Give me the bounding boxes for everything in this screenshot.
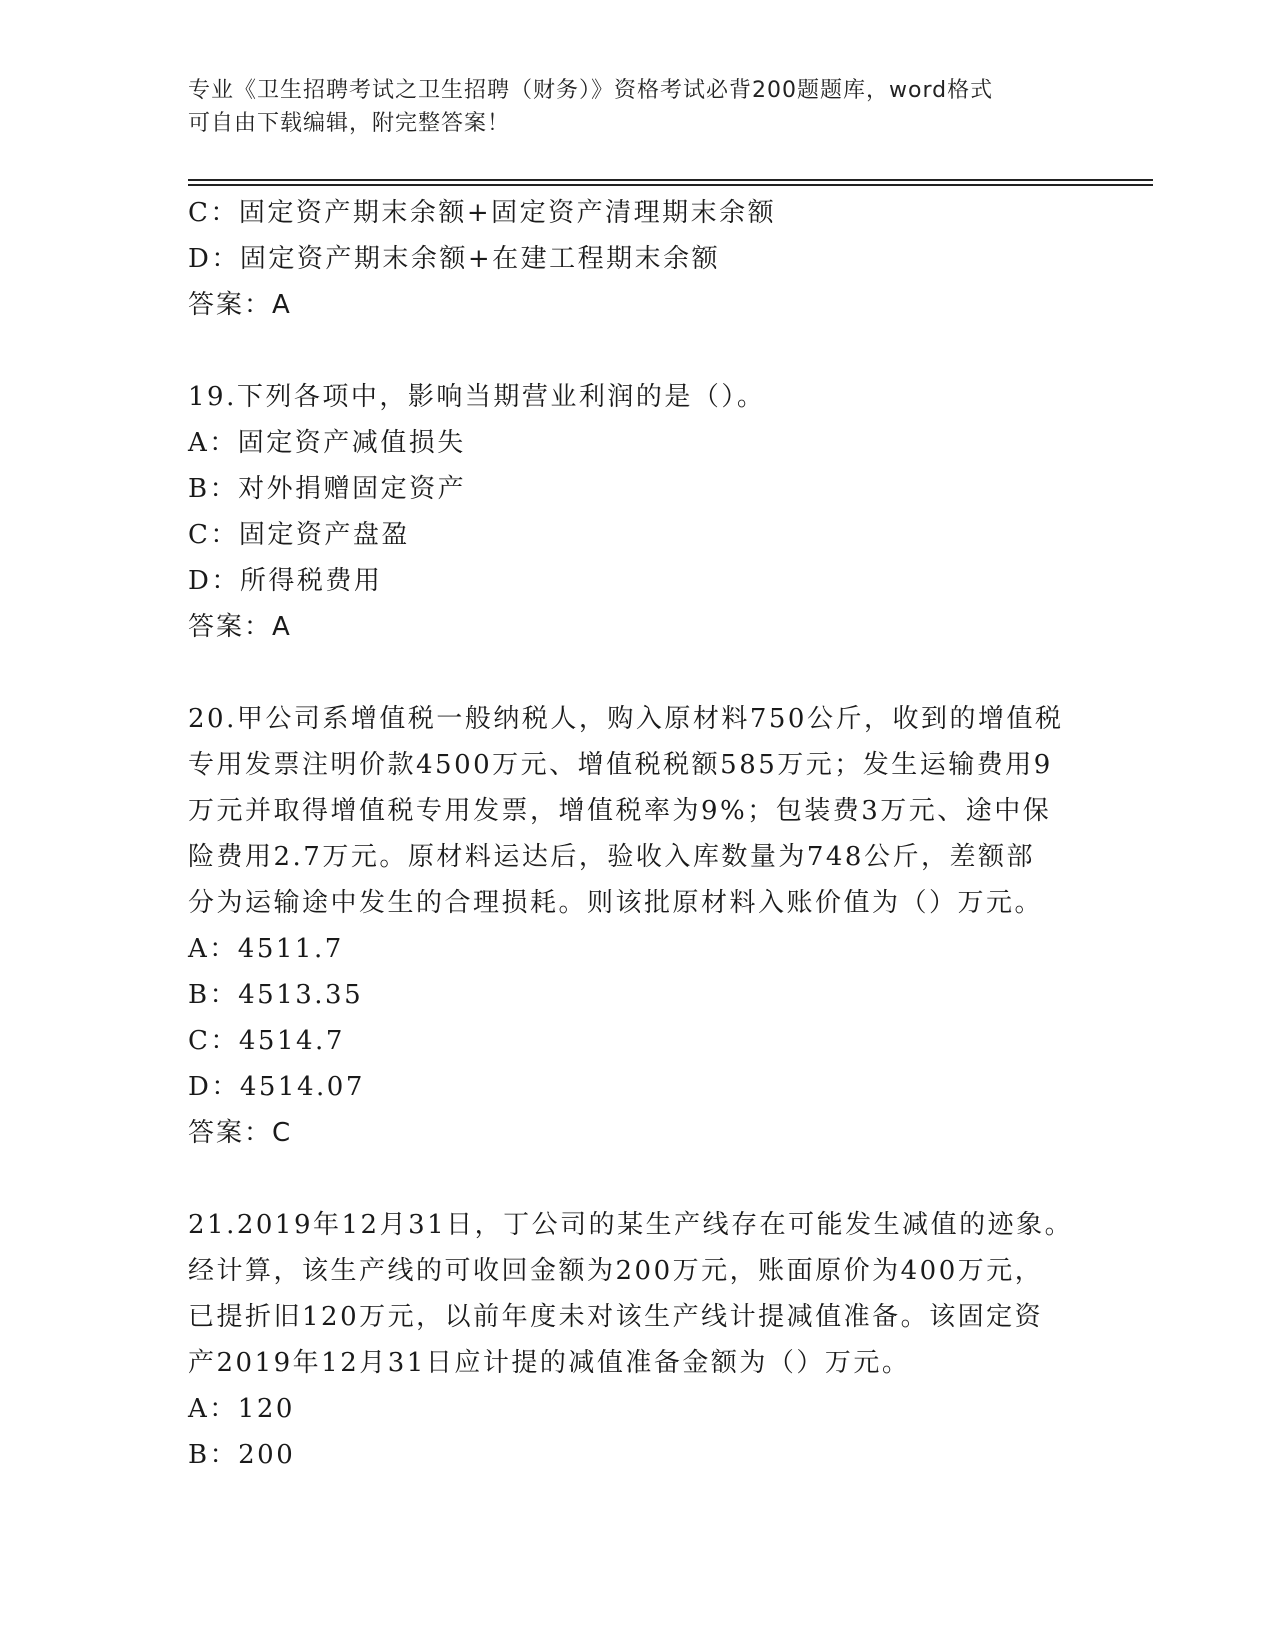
question-stem-line: 经计算，该生产线的可收回金额为200万元，账面原价为400万元， bbox=[188, 1256, 1044, 1286]
option-a: A：120 bbox=[188, 1394, 295, 1424]
question-stem-line: 万元并取得增值税专用发票，增值税率为9%；包装费3万元、途中保 bbox=[188, 796, 1052, 826]
answer: 答案：A bbox=[188, 290, 292, 320]
option-b: B：对外捐赠固定资产 bbox=[188, 474, 467, 504]
prev-question bbox=[188, 190, 1088, 328]
document-body bbox=[188, 190, 1088, 1478]
option-c: C：固定资产盘盈 bbox=[188, 520, 410, 550]
option-d: D：固定资产期末余额+在建工程期末余额 bbox=[188, 244, 721, 274]
question-20 bbox=[188, 696, 1088, 1156]
header-rule-bottom bbox=[188, 184, 1153, 186]
question-stem-line: 21.2019年12月31日，丁公司的某生产线存在可能发生减值的迹象。 bbox=[188, 1210, 1074, 1240]
spacer bbox=[188, 1156, 1088, 1202]
question-21 bbox=[188, 1202, 1088, 1478]
answer: 答案：A bbox=[188, 612, 292, 642]
question-19 bbox=[188, 374, 1088, 650]
answer: 答案：C bbox=[188, 1118, 293, 1148]
document-header bbox=[188, 74, 1088, 140]
option-d: D：4514.07 bbox=[188, 1072, 365, 1102]
spacer bbox=[188, 650, 1088, 696]
question-stem-line: 已提折旧120万元，以前年度未对该生产线计提减值准备。该固定资 bbox=[188, 1302, 1044, 1332]
question-stem-line: 险费用2.7万元。原材料运达后，验收入库数量为748公斤，差额部 bbox=[188, 842, 1035, 872]
question-stem-line: 专用发票注明价款4500万元、增值税税额585万元；发生运输费用9 bbox=[188, 750, 1053, 780]
question-stem-line: 19.下列各项中，影响当期营业利润的是（）。 bbox=[188, 382, 766, 412]
question-stem-line: 20.甲公司系增值税一般纳税人，购入原材料750公斤，收到的增值税 bbox=[188, 704, 1064, 734]
question-stem-line: 产2019年12月31日应计提的减值准备金额为（）万元。 bbox=[188, 1348, 911, 1378]
option-c: C：固定资产期末余额+固定资产清理期末余额 bbox=[188, 198, 777, 228]
option-b: B：200 bbox=[188, 1440, 296, 1470]
option-c: C：4514.7 bbox=[188, 1026, 345, 1056]
option-a: A：4511.7 bbox=[188, 934, 344, 964]
spacer bbox=[188, 328, 1088, 374]
header-line-1: 专业《卫生招聘考试之卫生招聘（财务）》资格考试必背200题题库，word格式 bbox=[188, 78, 994, 103]
option-d: D：所得税费用 bbox=[188, 566, 383, 596]
question-stem-line: 分为运输途中发生的合理损耗。则该批原材料入账价值为（）万元。 bbox=[188, 888, 1044, 918]
option-a: A：固定资产减值损失 bbox=[188, 428, 466, 458]
header-line-2: 可自由下载编辑，附完整答案！ bbox=[188, 111, 511, 136]
option-b: B：4513.35 bbox=[188, 980, 364, 1010]
header-rule-top bbox=[188, 179, 1153, 181]
